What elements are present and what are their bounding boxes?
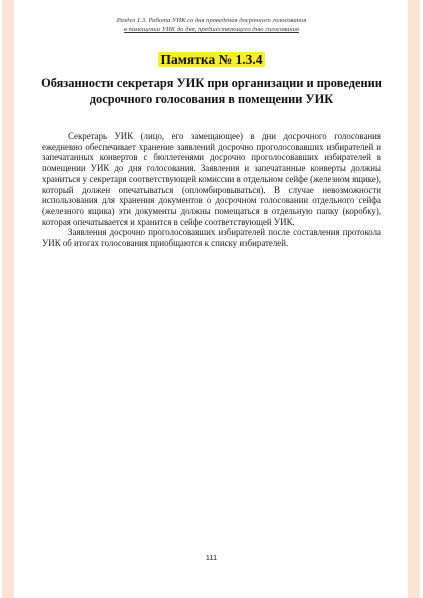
right-margin-bar xyxy=(408,0,420,598)
memo-paragraph: Секретарь УИК (лицо, его замещающее) в дни досрочного голосования ежедневно обеспечивает хранение заявлений досрочно проголосовавших избирателей и запечатанных конвертов с бюллетенями досрочно проголосовавших избирателей в помещении УИК до дня голосования. Заявления и запечатанные конверты должны храниться у секретаря соответствующей комиссии в отдельном сейфе (железном ящике), который должен опечатываться (опломбировываться). В случае невозможности использования для хранения документов о досрочном голосовании отдельного сейфа (железного ящика) эти документы должны помещаться в отдельную папку (коробку), которая опечатывается и хранится в сейфе соответствующей УИК. xyxy=(42,131,381,227)
memo-label: Памятка № 1.3.4 xyxy=(160,52,263,67)
memo-title: Обязанности секретаря УИК при организации и проведении досрочного голосования в помещении УИК xyxy=(41,76,382,106)
running-header xyxy=(40,16,383,34)
memo-paragraph: Заявления досрочно проголосовавших избирателей после составления протокола УИК об итогах голосования приобщаются к списку избирателей. xyxy=(42,227,381,249)
page-number: 111 xyxy=(205,553,218,562)
running-header-line-2: в помещении УИК до дня, предшествующего дню голосования xyxy=(124,26,299,33)
memo-label-container xyxy=(0,51,423,69)
running-header-line-1: Раздел 1.3. Работа УИК со дня проведения досрочного голосования xyxy=(116,17,307,24)
left-margin-bar xyxy=(2,0,14,598)
memo-body xyxy=(42,131,381,249)
